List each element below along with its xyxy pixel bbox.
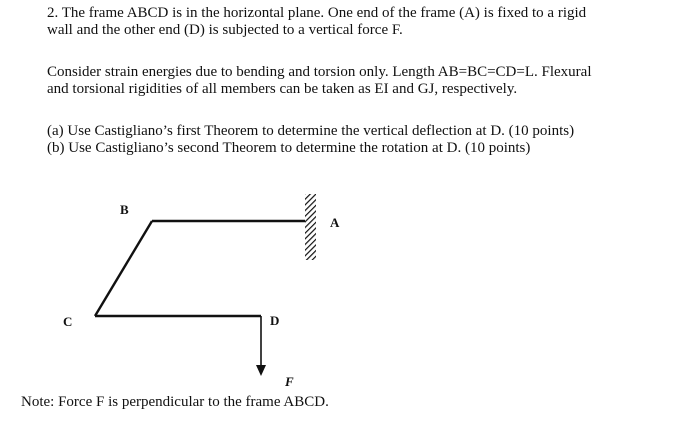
label-c: C xyxy=(63,314,73,329)
label-a: A xyxy=(330,215,340,230)
problem-intro-line-1: 2. The frame ABCD is in the horizontal plane. One end of the frame (A) is fixed to a rigid xyxy=(47,5,587,21)
force-arrow-head xyxy=(256,365,266,376)
member-bc xyxy=(95,221,152,316)
assumptions-line-1: Consider strain energies due to bending and torsion only. Length AB=BC=CD=L. Flexural xyxy=(47,64,592,80)
label-b: B xyxy=(120,202,129,217)
note-text: Note: Force F is perpendicular to the frame ABCD. xyxy=(21,394,329,410)
task-part-a: (a) Use Castigliano’s first Theorem to determine the vertical deflection at D. (10 points) xyxy=(47,123,575,139)
task-part-b: (b) Use Castigliano’s second Theorem to determine the rotation at D. (10 points) xyxy=(47,140,531,156)
assumptions-line-2: and torsional rigidities of all members can be taken as EI and GJ, respectively. xyxy=(47,81,518,97)
problem-intro-line-2: wall and the other end (D) is subjected to a vertical force F. xyxy=(47,22,403,38)
label-force-f: F xyxy=(285,374,294,389)
label-d: D xyxy=(270,313,280,328)
fixed-wall-support xyxy=(305,194,316,260)
